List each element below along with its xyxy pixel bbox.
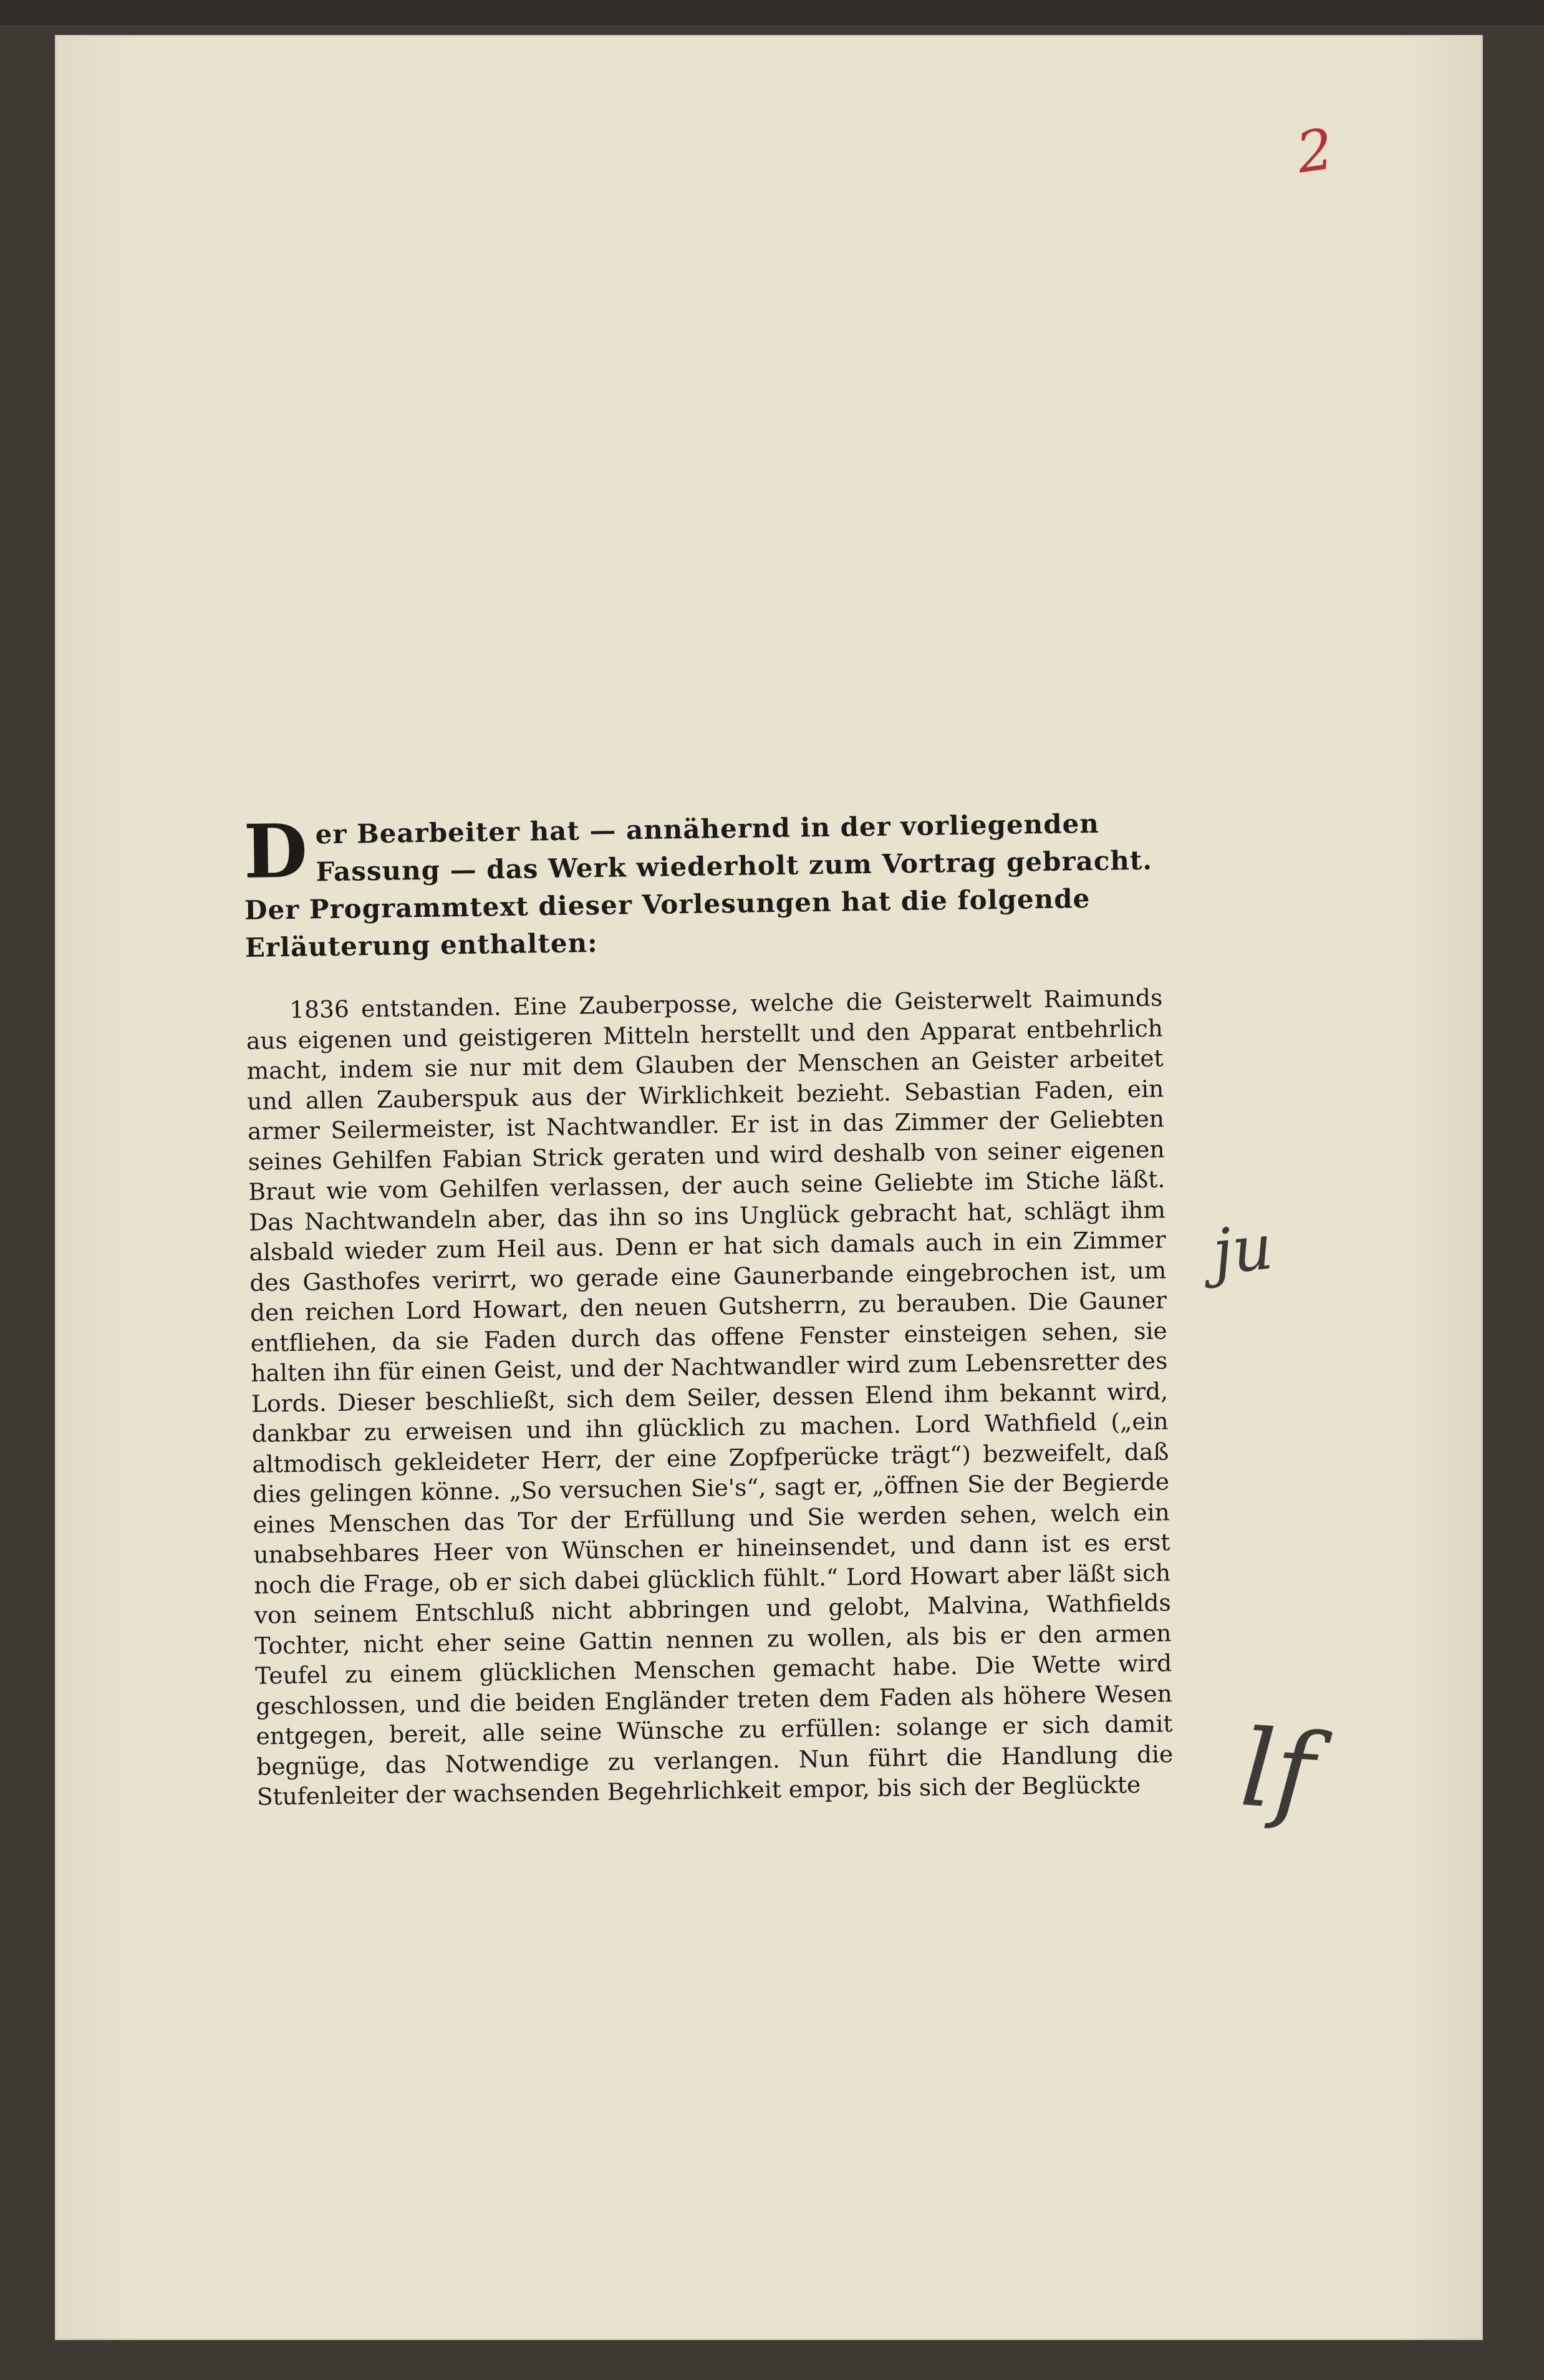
scan-background-top bbox=[0, 0, 1544, 25]
synopsis-paragraph: 1836 entstanden. Eine Zauberposse, welche die Geisterwelt Raimunds aus eigenen und geistigeren Mitteln herstellt und den Apparat entbehrlich macht, indem sie nur mit dem Glauben der Menschen an Geister arbeitet und allen Zauberspuk aus der Wirklichkeit bezieht. Sebastian Faden, ein armer Seilermeister, ist Nachtwandler. Er ist in das Zimmer der Geliebten seines Gehilfen Fabian Strick geraten und wird deshalb von seiner eigenen Braut wie vom Gehilfen verlassen, der auch seine Geliebte im Stiche läßt. Das Nachtwandeln aber, das ihn so ins Unglück gebracht hat, schlägt ihm alsbald wieder zum Heil aus. Denn er hat sich damals auch in ein Zimmer des Gasthofes verirrt, wo gerade eine Gaunerbande eingebrochen ist, um den reichen Lord Howart, den neuen Gutsherrn, zu berauben. Die Gauner entfliehen, da sie Faden durch das offene Fenster einsteigen sehen, sie halten ihn für einen Geist, und der Nachtwandler wird zum Lebensretter des Lords. Dieser beschließt, sich dem Seiler, dessen Elend ihm bekannt wird, dankbar zu erweisen und ihn glücklich zu machen. Lord Wathfield („ein altmodisch gekleideter Herr, der eine Zopfperücke trägt“) bezweifelt, daß dies gelingen könne. „So versuchen Sie's“, sagt er, „öffnen Sie der Begierde eines Menschen das Tor der Erfüllung und Sie werden sehen, welch ein unabsehbares Heer von Wünschen er hineinsendet, und dann ist es erst noch die Frage, ob er sich dabei glücklich fühlt.“ Lord Howart aber läßt sich von seinem Entschluß nicht abbringen und gelobt, Malvina, Wathfields Tochter, nicht eher seine Gattin nennen zu wollen, als bis er den armen Teufel zu einem glücklichen Menschen gemacht habe. Die Wette wird geschlossen, und die beiden Engländer treten dem Faden als höhere Wesen entgegen, bereit, alle seine Wünsche zu erfüllen: solange er sich damit begnüge, das Notwendige zu verlangen. Nun führt die Handlung die Stufenleiter der wachsenden Begehrlichkeit empor, bis sich der Beglückte bbox=[246, 984, 1174, 1811]
intro-paragraph bbox=[243, 804, 1162, 967]
handwritten-margin-note-lower: lf bbox=[1237, 1706, 1319, 1835]
handwritten-margin-note: ju bbox=[1209, 1210, 1276, 1289]
handwritten-page-number: 2 bbox=[1292, 116, 1338, 186]
drop-cap-initial: D bbox=[243, 807, 309, 895]
intro-text: er Bearbeiter hat — annähernd in der vorliegenden Fassung — das Werk wiederholt zum Vortrag gebracht. Der Programmtext dieser Vorlesungen hat die folgende Erläuterung enthalten: bbox=[244, 808, 1153, 963]
printed-text-block bbox=[243, 804, 1174, 1812]
